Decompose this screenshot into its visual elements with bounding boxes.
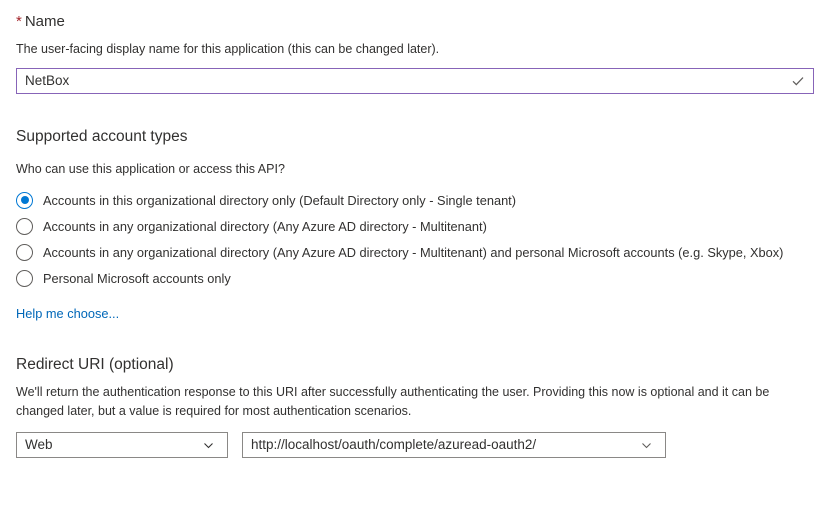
redirect-uri-input[interactable] <box>242 432 666 458</box>
help-me-choose-link[interactable]: Help me choose... <box>16 306 120 321</box>
redirect-uri-value: http://localhost/oauth/complete/azuread-oauth2/ <box>251 437 537 452</box>
radio-single-tenant[interactable] <box>16 187 829 213</box>
supported-account-types-question: Who can use this application or access this API? <box>16 162 285 176</box>
name-input-row <box>16 68 829 94</box>
redirect-uri-row <box>16 432 829 458</box>
radio-button-icon <box>16 192 33 209</box>
radio-label: Accounts in any organizational directory (Any Azure AD directory - Multitenant) <box>43 218 487 234</box>
radio-button-icon <box>16 270 33 287</box>
redirect-uri-title: Redirect URI (optional) <box>16 356 174 373</box>
radio-button-icon <box>16 218 33 235</box>
redirect-platform-value: Web <box>25 437 53 452</box>
name-label-text: Name <box>24 13 65 30</box>
redirect-uri-helper-line2: changed later, but a value is required for most authentication scenarios. <box>16 404 412 418</box>
supported-account-types-radio-group <box>16 187 829 291</box>
radio-personal-only[interactable] <box>16 265 829 291</box>
chevron-down-icon <box>203 440 227 451</box>
radio-label: Accounts in any organizational directory (Any Azure AD directory - Multitenant) and personal Microsoft accounts (e.g. Skype, Xbox) <box>43 244 784 260</box>
redirect-platform-select[interactable] <box>16 432 228 458</box>
required-indicator: * <box>16 13 22 30</box>
checkmark-icon <box>791 74 813 88</box>
supported-account-types-title: Supported account types <box>16 128 188 145</box>
name-field-helper-text: The user-facing display name for this application (this can be changed later). <box>16 42 440 56</box>
radio-multitenant[interactable] <box>16 213 829 239</box>
name-input[interactable] <box>16 68 814 94</box>
chevron-down-icon[interactable] <box>641 440 665 451</box>
radio-label: Personal Microsoft accounts only <box>43 270 231 286</box>
app-registration-form <box>0 12 829 528</box>
redirect-uri-helper-line1: We'll return the authentication response to this URI after successfully authenticating the user. Providing this now is optional and it can be <box>16 385 770 399</box>
radio-label: Accounts in this organizational directory only (Default Directory only - Single tenant) <box>43 192 516 208</box>
radio-button-icon <box>16 244 33 261</box>
name-input-value: NetBox <box>25 73 70 88</box>
radio-multitenant-and-personal[interactable] <box>16 239 829 265</box>
name-field-label <box>16 12 829 32</box>
